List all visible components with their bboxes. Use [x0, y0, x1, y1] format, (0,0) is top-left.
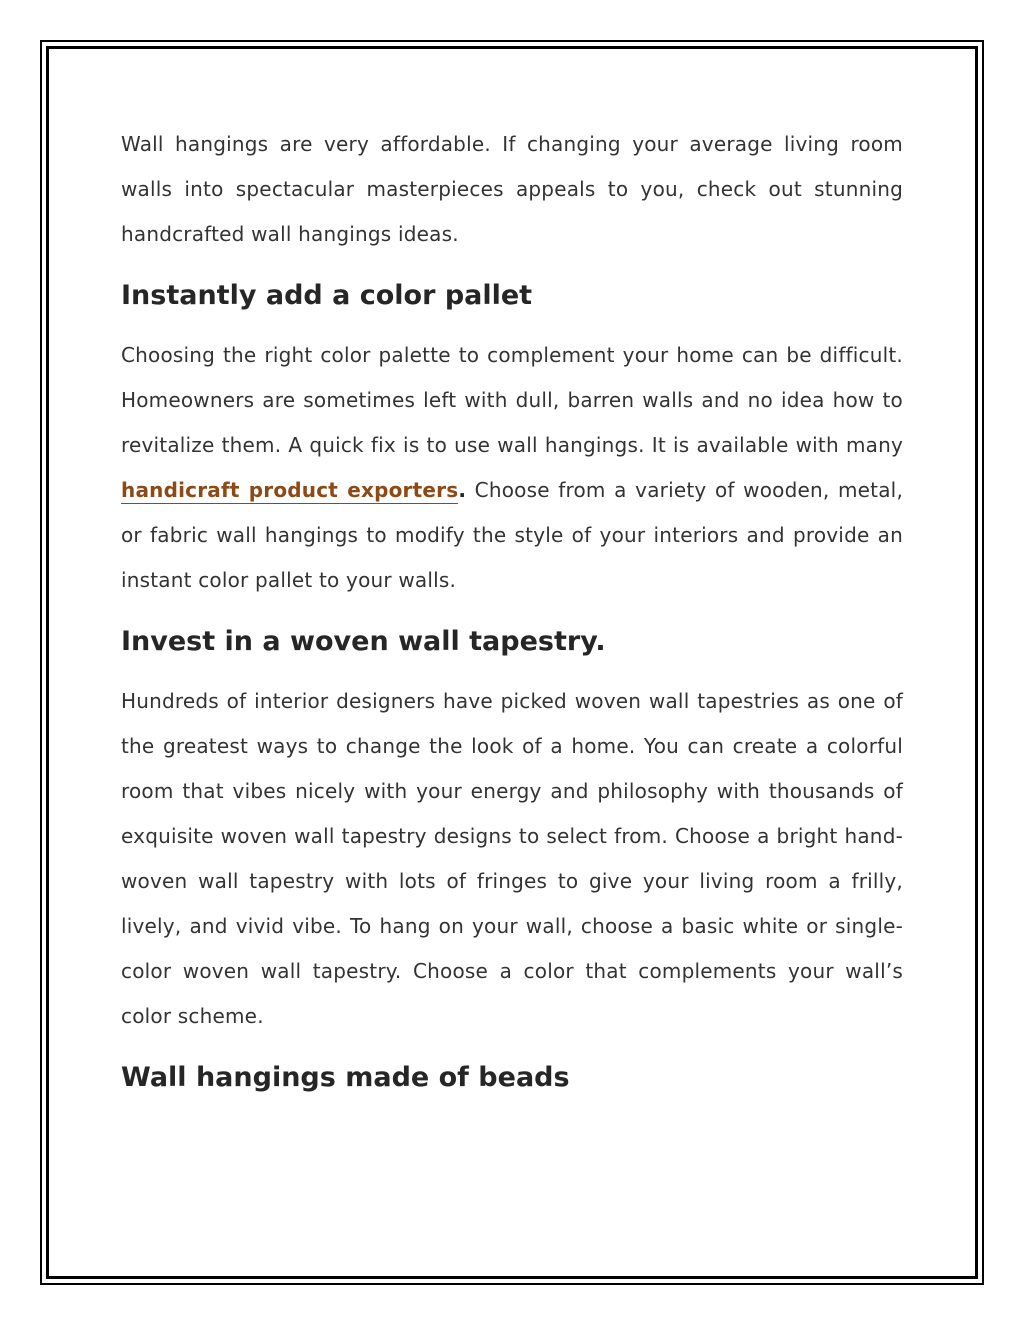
handicraft-exporters-link[interactable]: handicraft product exporters	[121, 478, 459, 502]
heading-beads: Wall hangings made of beads	[121, 1062, 570, 1093]
intro-paragraph: Wall hangings are very affordable. If changing your average living room walls into spectacular masterpieces appeals to you, check out stunning handcrafted wall hangings ideas.	[121, 132, 903, 246]
heading-color-pallet: Instantly add a color pallet	[121, 280, 533, 311]
color-pallet-text-before-link: Choosing the right color palette to complement your home can be difficult. Homeowners are sometimes left with dull, barren walls and no idea how to revitalize them. A quick fix is to use wall hangings. It is available with many	[121, 343, 903, 457]
color-pallet-paragraph	[121, 333, 903, 603]
color-pallet-text-after-link: Choose from a variety of wooden, metal, or fabric wall hangings to modify the style of your interiors and provide an instant color pallet to your walls.	[121, 478, 903, 592]
heading-woven-tapestry: Invest in a woven wall tapestry.	[121, 626, 606, 657]
document-body	[121, 122, 903, 1093]
woven-tapestry-paragraph: Hundreds of interior designers have picked woven wall tapestries as one of the greatest ways to change the look of a home. You can create a colorful room that vibes nicely with your energy and philosophy with thousands of exquisite woven wall tapestry designs to select from. Choose a bright hand-woven wall tapestry with lots of fringes to give your living room a frilly, lively, and vivid vibe. To hang on your wall, choose a basic white or single-color woven wall tapestry. Choose a color that complements your wall’s color scheme.	[121, 689, 903, 1028]
link-period: .	[458, 478, 467, 502]
